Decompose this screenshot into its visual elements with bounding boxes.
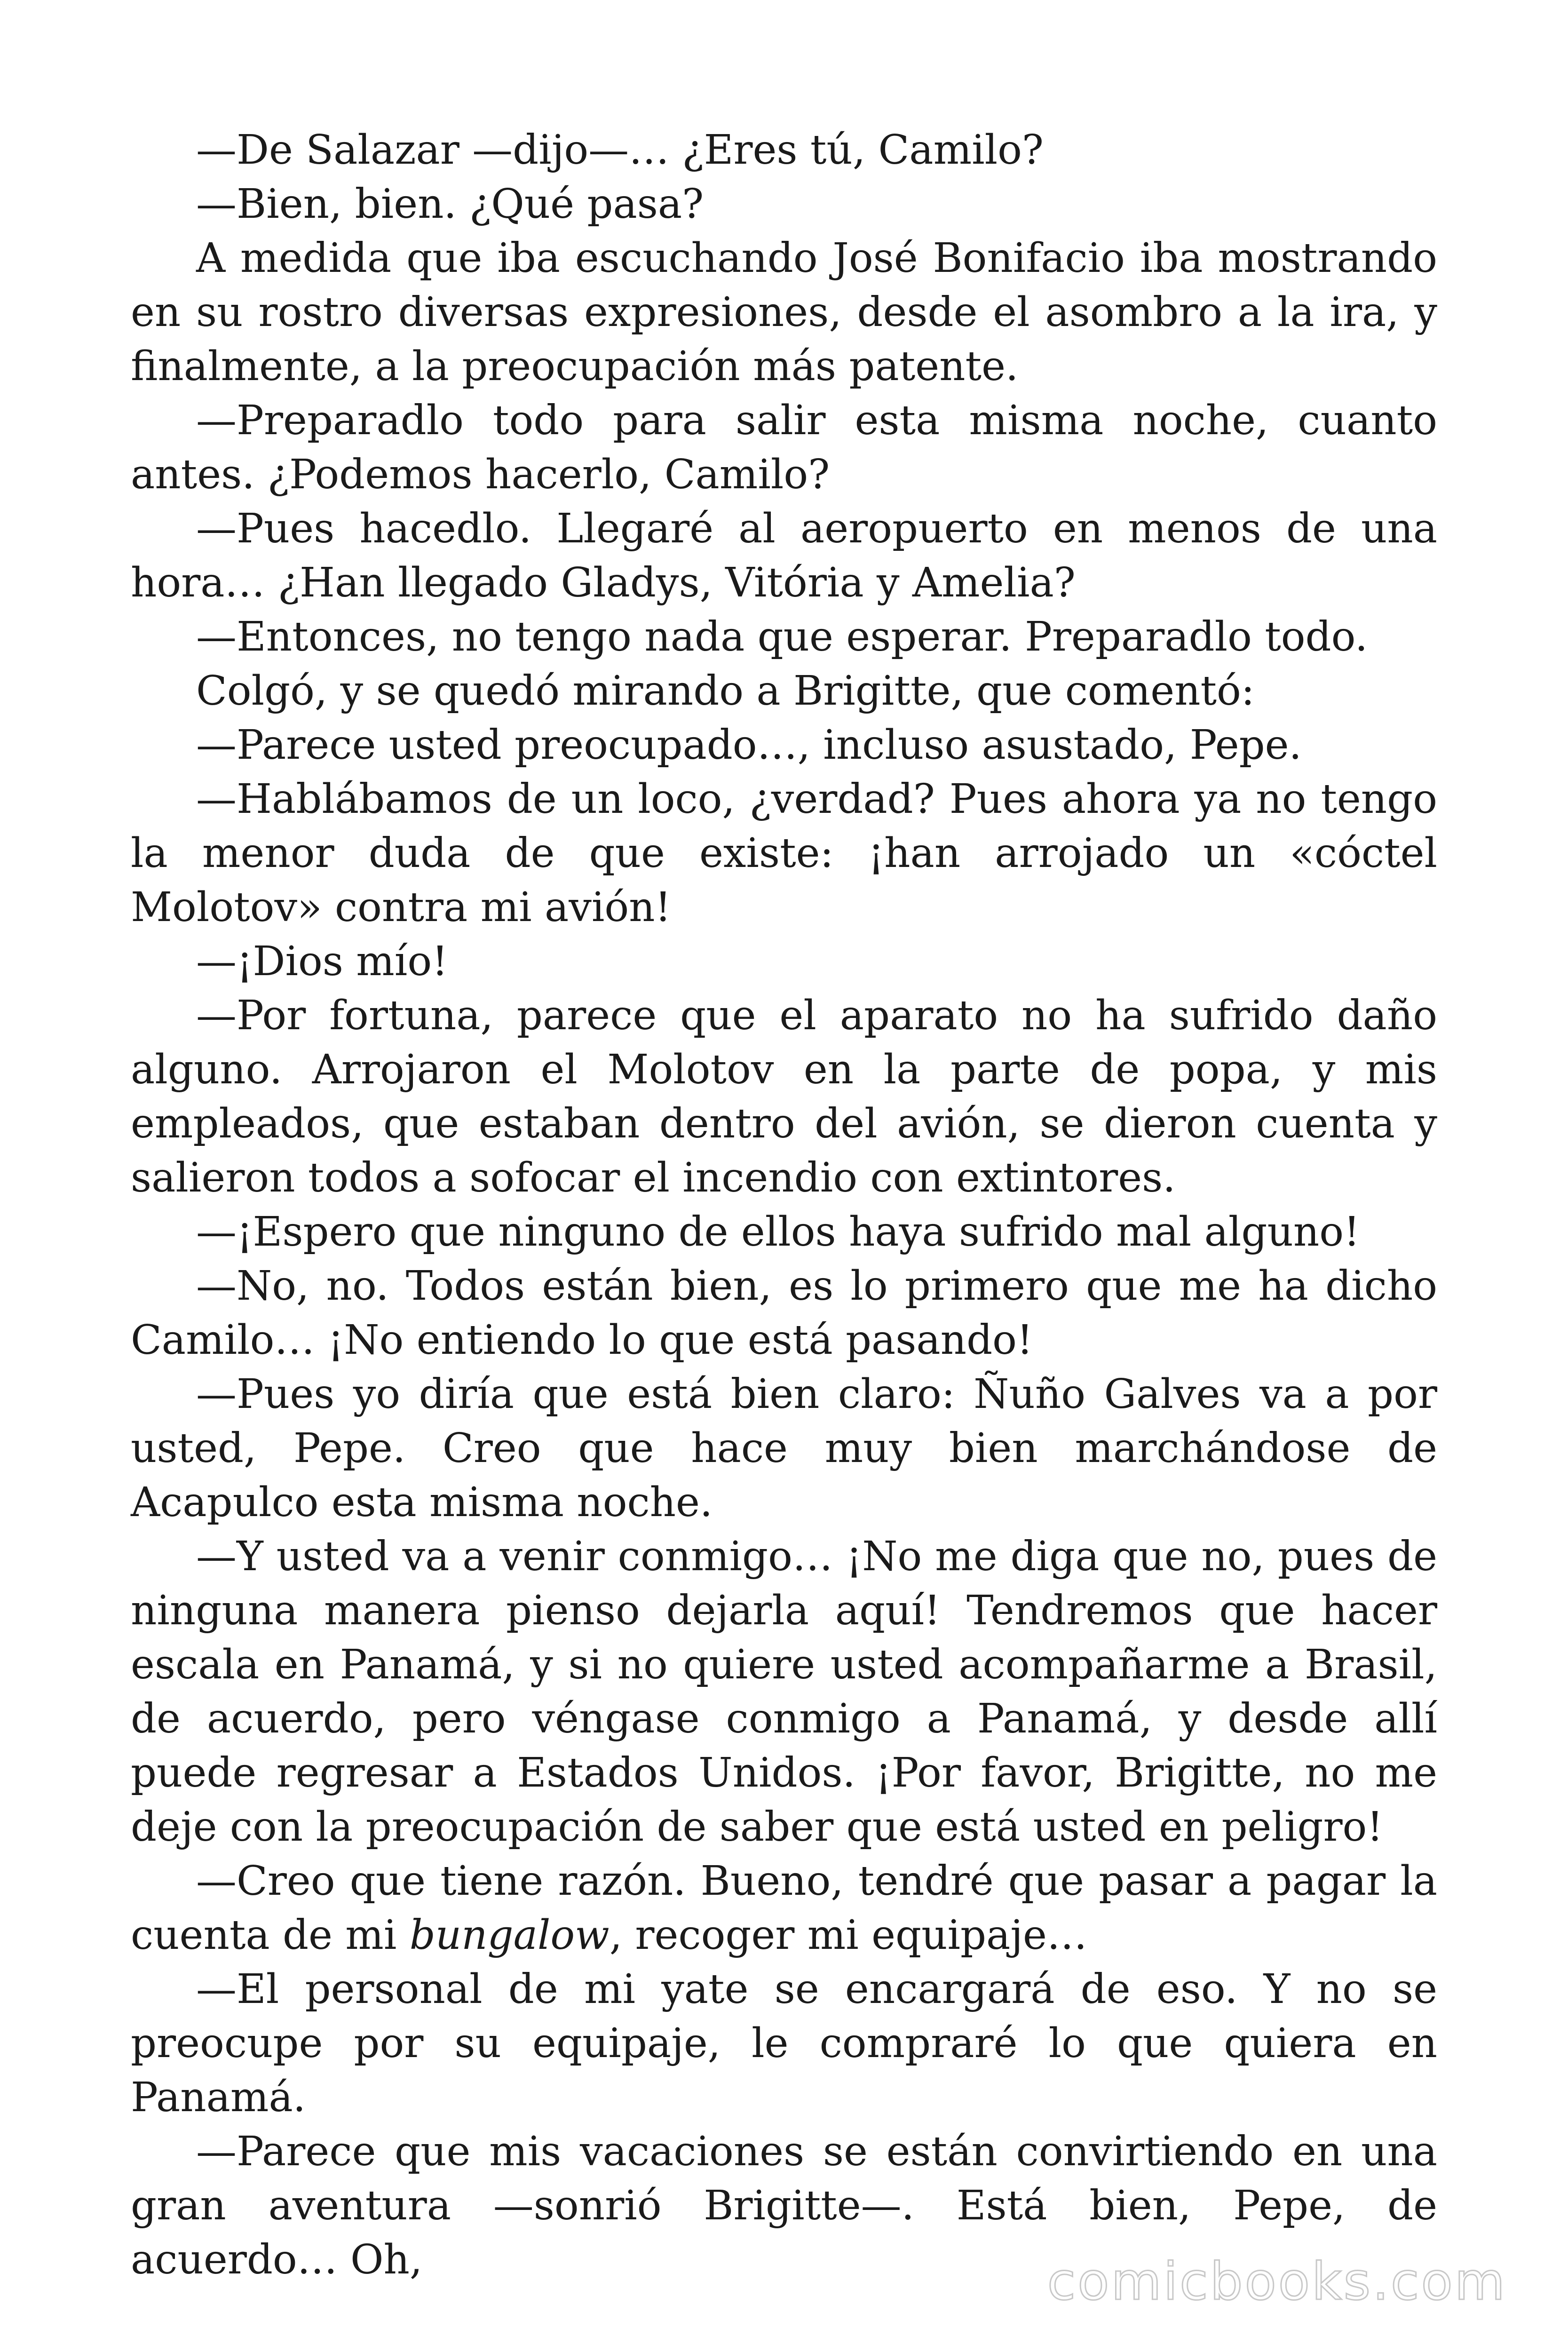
paragraph: —Pues hacedlo. Llegaré al aeropuerto en menos de una hora… ¿Han llegado Gladys, Vitória y Amelia?	[131, 505, 1437, 606]
paragraph: —¡Dios mío!	[196, 938, 448, 985]
paragraph: —De Salazar —dijo—… ¿Eres tú, Camilo?	[196, 127, 1044, 174]
paragraph: —No, no. Todos están bien, es lo primero que me ha dicho Camilo… ¡No entiendo lo que está pasando!	[131, 1263, 1437, 1364]
paragraph: —Entonces, no tengo nada que esperar. Preparadlo todo.	[196, 613, 1368, 660]
page-body	[131, 123, 1437, 2287]
paragraph: —¡Espero que ninguno de ellos haya sufrido mal alguno!	[196, 1208, 1360, 1255]
italic-word: bungalow	[409, 1912, 610, 1959]
paragraph: —Preparadlo todo para salir esta misma noche, cuanto antes. ¿Podemos hacerlo, Camilo?	[131, 397, 1437, 498]
paragraph: Colgó, y se quedó mirando a Brigitte, que comentó:	[196, 667, 1255, 715]
paragraph-text: —Creo que tiene razón. Bueno, tendré que pasar a pagar la cuenta de mi	[131, 1858, 1437, 1959]
paragraph: —Bien, bien. ¿Qué pasa?	[196, 181, 704, 228]
paragraph: —Parece que mis vacaciones se están convirtiendo en una gran aventura —sonrió Brigitte—. Está bien, Pepe, de acuerdo… Oh,	[131, 2128, 1437, 2283]
paragraph: —Por fortuna, parece que el aparato no ha sufrido daño alguno. Arrojaron el Molotov en la parte de popa, y mis empleados, que estaban dentro del avión, se dieron cuenta y salieron todos a sofocar el incendio con extintores.	[131, 992, 1437, 1201]
paragraph: —Hablábamos de un loco, ¿verdad? Pues ahora ya no tengo la menor duda de que existe: ¡han arrojado un «cóctel Molotov» contra mi avión!	[131, 776, 1437, 931]
paragraph: A medida que iba escuchando José Bonifacio iba mostrando en su rostro diversas expresiones, desde el asombro a la ira, y finalmente, a la preocupación más patente.	[131, 235, 1437, 390]
paragraph: —Parece usted preocupado…, incluso asustado, Pepe.	[196, 722, 1302, 769]
paragraph: —El personal de mi yate se encargará de eso. Y no se preocupe por su equipaje, le compraré lo que quiera en Panamá.	[131, 1966, 1437, 2121]
watermark: comicbooks.com	[1047, 2251, 1507, 2312]
paragraph-text: , recoger mi equipaje…	[609, 1912, 1087, 1959]
paragraph: —Pues yo diría que está bien claro: Ñuño Galves va a por usted, Pepe. Creo que hace muy bien marchándose de Acapulco esta misma noche.	[131, 1371, 1437, 1526]
paragraph-bungalow	[131, 1854, 1437, 1963]
paragraph: —Y usted va a venir conmigo… ¡No me diga que no, pues de ninguna manera pienso dejarla aquí! Tendremos que hacer escala en Panamá, y si no quiere usted acompañarme a Brasil, de acuerdo, pero véngase conmigo a Panamá, y desde allí puede regresar a Estados Unidos. ¡Por favor, Brigitte, no me deje con la preocupación de saber que está usted en peligro!	[131, 1533, 1437, 1851]
